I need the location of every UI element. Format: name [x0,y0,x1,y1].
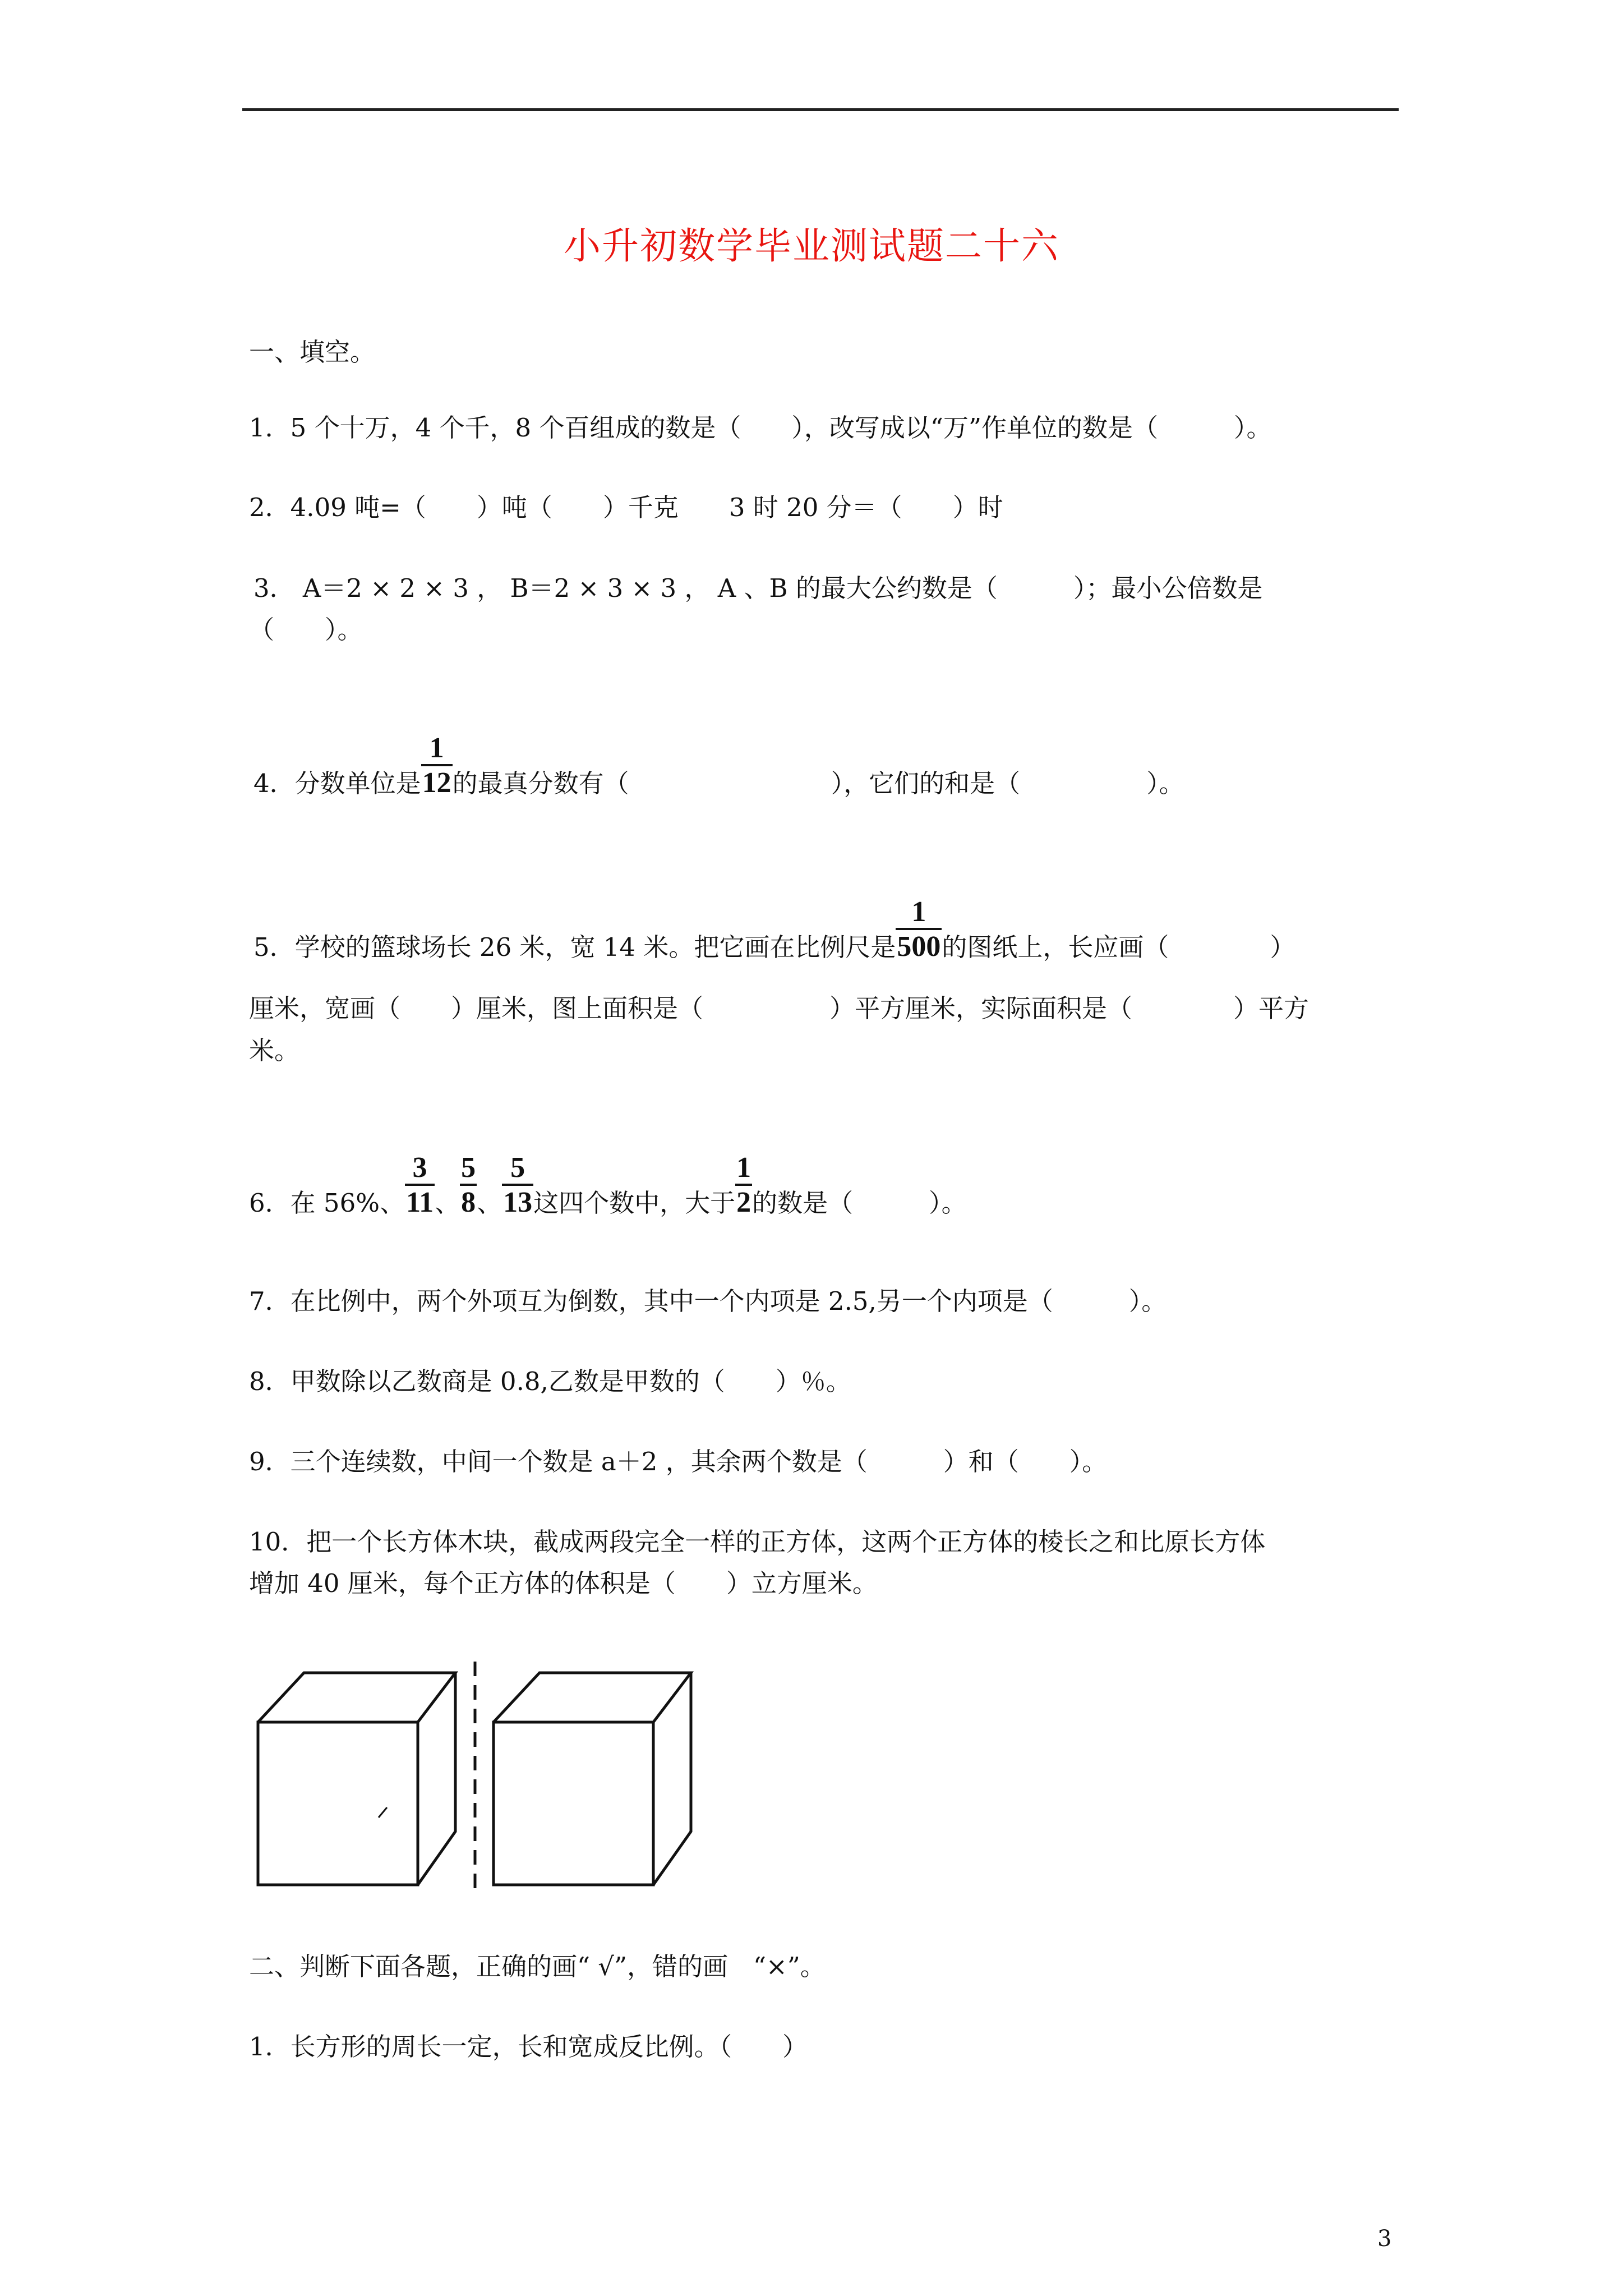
fraction-bar [421,764,453,766]
fraction-1-2 [735,1152,752,1218]
fraction-numerator: 5 [461,1152,476,1184]
fraction-denominator: 2 [736,1186,751,1218]
question-4-text-before: 4．分数单位是 [253,769,421,798]
section2-heading: 二、判断下面各题，正确的画“ √”，错的画 “×”。 [249,1952,826,1981]
question-1: 1．5 个十万，4 个千，8 个百组成的数是（ ），改写成以“万”作单位的数是（ ）。 [249,413,1272,443]
fraction-denominator: 13 [503,1186,533,1218]
fraction-numerator: 1 [429,732,444,764]
question-8: 8．甲数除以乙数商是 0.8,乙数是甲数的（ ）％。 [249,1366,851,1396]
fraction-bar [502,1184,533,1186]
fraction-bar [460,1184,477,1186]
question-6 [249,1152,967,1218]
fraction-numerator: 1 [736,1152,751,1184]
separator: 、 [477,1188,502,1218]
fraction-denominator: 8 [461,1186,476,1218]
fraction-5-8 [460,1152,477,1218]
fraction-1-500 [896,896,942,963]
right-cube [494,1673,691,1885]
fraction-5-13 [502,1152,533,1218]
fraction-denominator: 11 [405,1186,434,1218]
question-5-text-after: 的图纸上，长应画（ ） [942,932,1295,962]
question-5-line3: 米。 [249,1036,300,1065]
question-3-line2: （ ）。 [249,615,363,645]
header-rule [242,108,1399,111]
fraction-bar [735,1184,752,1186]
question-6-text-3: 的数是（ ）。 [752,1188,967,1218]
question-9: 9．三个连续数，中间一个数是 a＋2 ，其余两个数是（ ）和（ ）。 [249,1447,1108,1476]
page-title: 小升初数学毕业测试题二十六 [564,224,1059,268]
question-3-line1: 3． A＝2 × 2 × 3 ， B＝2 × 3 × 3 ， A 、B 的最大公约数是（ ）；最小公倍数是 [253,573,1263,603]
left-cube [258,1673,455,1885]
question-5-line1 [253,896,1295,963]
fraction-3-11 [405,1152,435,1218]
section1-heading: 一、填空。 [249,337,376,367]
fraction-numerator: 1 [911,896,926,928]
separator: 、 [435,1188,460,1218]
question-6-text-2: 这四个数中，大于 [533,1188,736,1218]
fraction-numerator: 3 [412,1152,427,1184]
fraction-denominator: 500 [897,931,941,963]
section2-question-1: 1．长方形的周长一定，长和宽成反比例。（ ） [249,2032,808,2062]
fraction-denominator: 12 [422,767,451,799]
question-4-text-after: 的最真分数有（ ），它们的和是（ ）。 [452,769,1184,798]
fraction-1-12 [421,732,453,799]
fraction-bar [896,928,942,930]
scan-mark [379,1807,387,1818]
question-5-line2: 厘米，宽画（ ）厘米，图上面积是（ ）平方厘米，实际面积是（ ）平方 [249,993,1310,1023]
fraction-numerator: 5 [510,1152,525,1184]
question-10-line1: 10．把一个长方体木块，截成两段完全一样的正方体，这两个正方体的棱长之和比原长方体 [249,1527,1266,1557]
question-7: 7．在比例中，两个外项互为倒数，其中一个内项是 2.5,另一个内项是（ ）。 [249,1286,1167,1316]
two-cubes-figure [241,1660,712,1896]
question-4 [253,732,1184,799]
page-number: 3 [1377,2226,1392,2252]
question-10-line2: 增加 40 厘米，每个正方体的体积是（ ）立方厘米。 [249,1568,878,1598]
question-2: 2．4.09 吨=（ ）吨（ ）千克 3 时 20 分＝（ ）时 [249,493,1003,522]
fraction-bar [405,1184,435,1186]
question-5-text-before: 5．学校的篮球场长 26 米，宽 14 米。把它画在比例尺是 [253,932,896,962]
question-6-text-1: 6．在 56%、 [249,1188,405,1218]
